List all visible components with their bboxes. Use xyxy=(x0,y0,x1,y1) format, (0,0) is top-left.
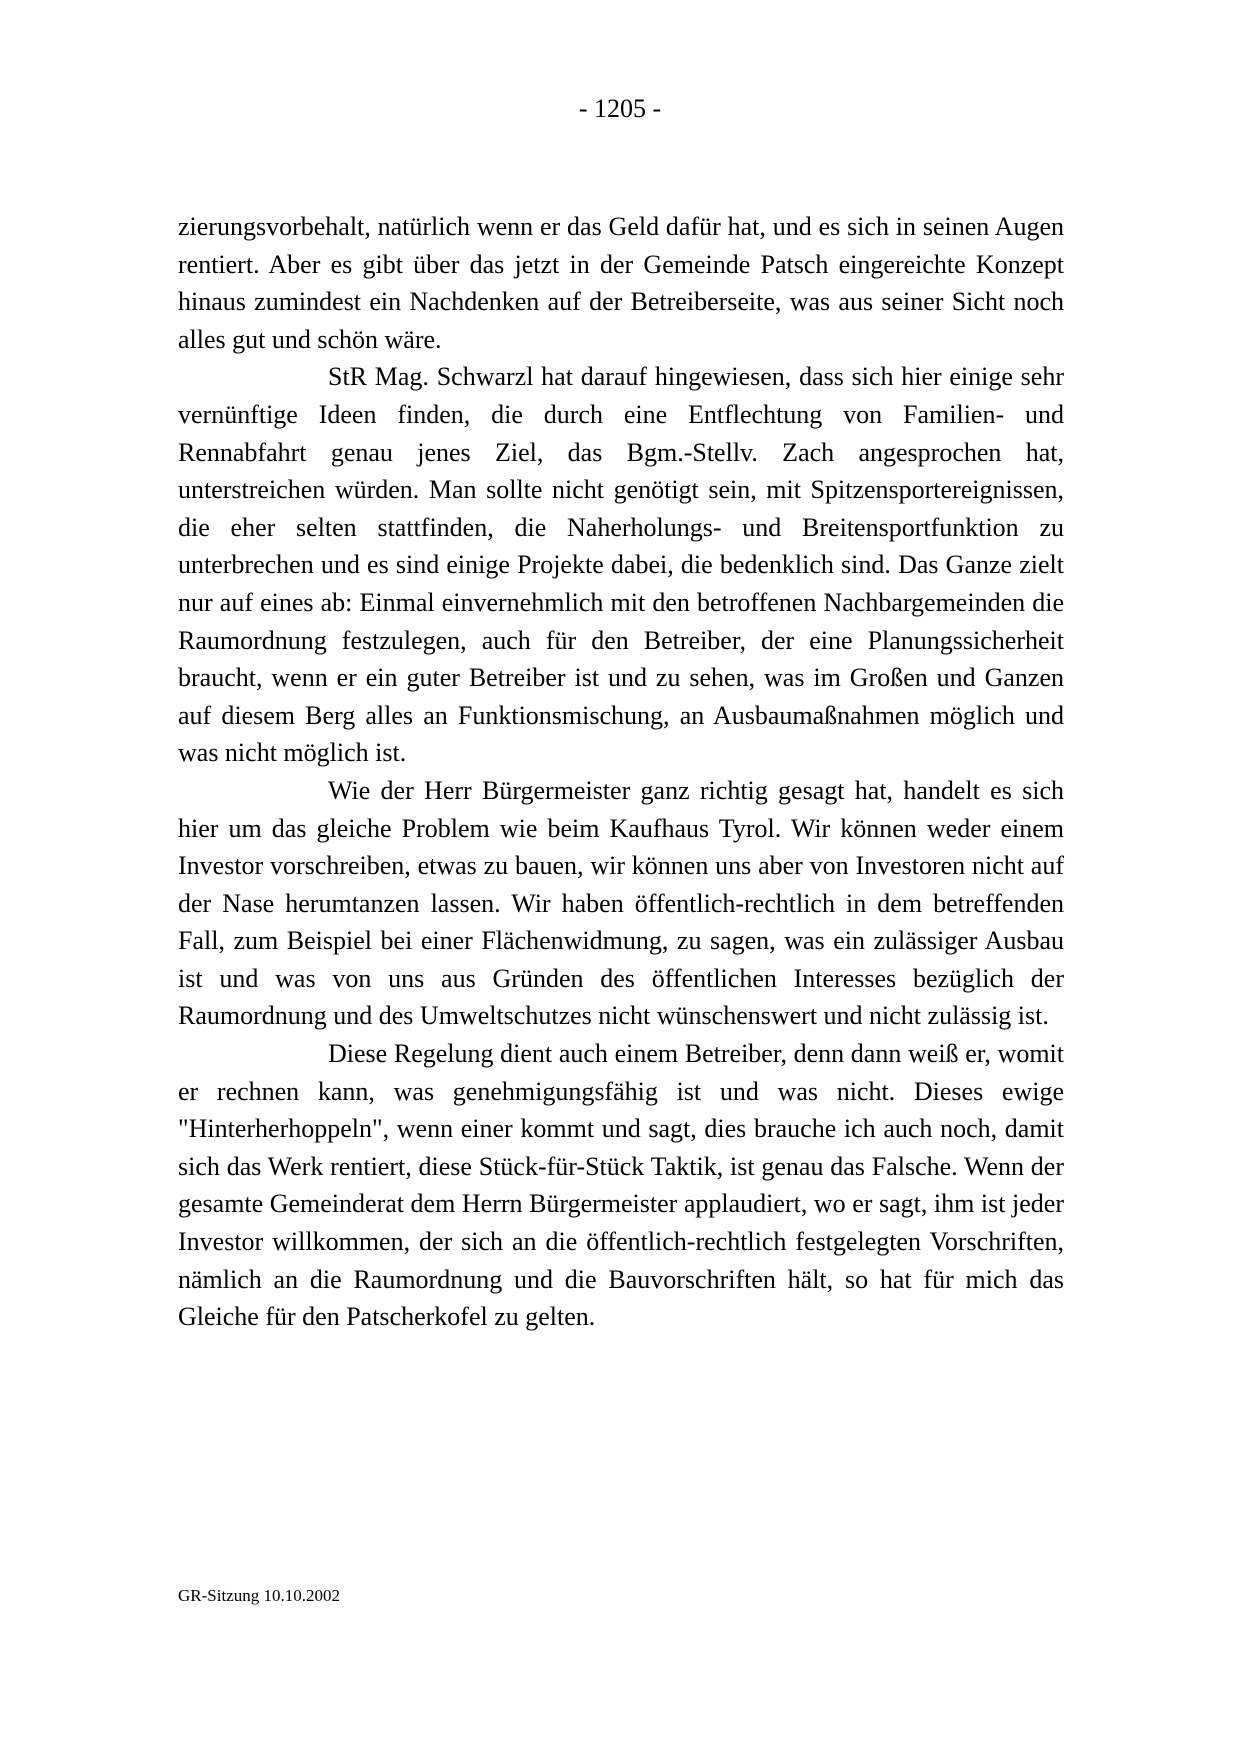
paragraph-2: StR Mag. Schwarzl hat darauf hingewiesen, dass sich hier einige sehr vernünftige Ideen finden, die durch eine Entflechtung von Familien- und Rennabfahrt genau jenes Ziel, das Bgm.-Stellv. Zach angesprochen hat, unterstreichen würden. Man sollte nicht genötigt sein, mit Spitzensportereignissen, die eher selten stattfinden, die Naherholungs- und Breitensportfunktion zu unterbrechen und es sind einige Projekte dabei, die bedenklich sind. Das Ganze zielt nur auf eines ab: Einmal einvernehmlich mit den betroffenen Nachbargemeinden die Raumordnung festzulegen, auch für den Betreiber, der eine Planungssicherheit braucht, wenn er ein guter Betreiber ist und zu sehen, was im Großen und Ganzen auf diesem Berg alles an Funktionsmischung, an Ausbaumaßnahmen möglich und was nicht möglich ist. xyxy=(178,362,1064,768)
footer-session-date: GR-Sitzung 10.10.2002 xyxy=(178,1586,340,1605)
paragraph-4: Diese Regelung dient auch einem Betreiber, denn dann weiß er, womit er rechnen kann, was genehmigungsfähig ist und was nicht. Dieses ewige "Hinterherhoppeln", wenn einer kommt und sagt, dies brauche ich auch noch, damit sich das Werk rentiert, diese Stück-für-Stück Taktik, ist genau das Falsche. Wenn der gesamte Gemeinderat dem Herrn Bürgermeister applaudiert, wo er sagt, ihm ist jeder Investor willkommen, der sich an die öffentlich-rechtlich festgelegten Vorschriften, nämlich an die Raumordnung und die Bauvorschriften hält, so hat für mich das Gleiche für den Patscherkofel zu gelten. xyxy=(178,1039,1064,1332)
document-body xyxy=(178,208,1064,1336)
paragraph-3: Wie der Herr Bürgermeister ganz richtig gesagt hat, handelt es sich hier um das gleiche Problem wie beim Kaufhaus Tyrol. Wir können weder einem Investor vorschreiben, etwas zu bauen, wir können uns aber von Investoren nicht auf der Nase herumtanzen lassen. Wir haben öffentlich-rechtlich in dem betreffenden Fall, zum Beispiel bei einer Flächenwidmung, zu sagen, was ein zulässiger Ausbau ist und was von uns aus Gründen des öffentlichen Interesses bezüglich der Raumordnung und des Umweltschutzes nicht wünschenswert und nicht zulässig ist. xyxy=(178,775,1064,1031)
page-number: - 1205 - xyxy=(578,94,662,123)
paragraph-1: zierungsvorbehalt, natürlich wenn er das Geld dafür hat, und es sich in seinen Augen rentiert. Aber es gibt über das jetzt in der Gemeinde Patsch eingereichte Konzept hinaus zumindest ein Nachdenken auf der Betreiberseite, was aus seiner Sicht noch alles gut und schön wäre. xyxy=(178,212,1064,354)
